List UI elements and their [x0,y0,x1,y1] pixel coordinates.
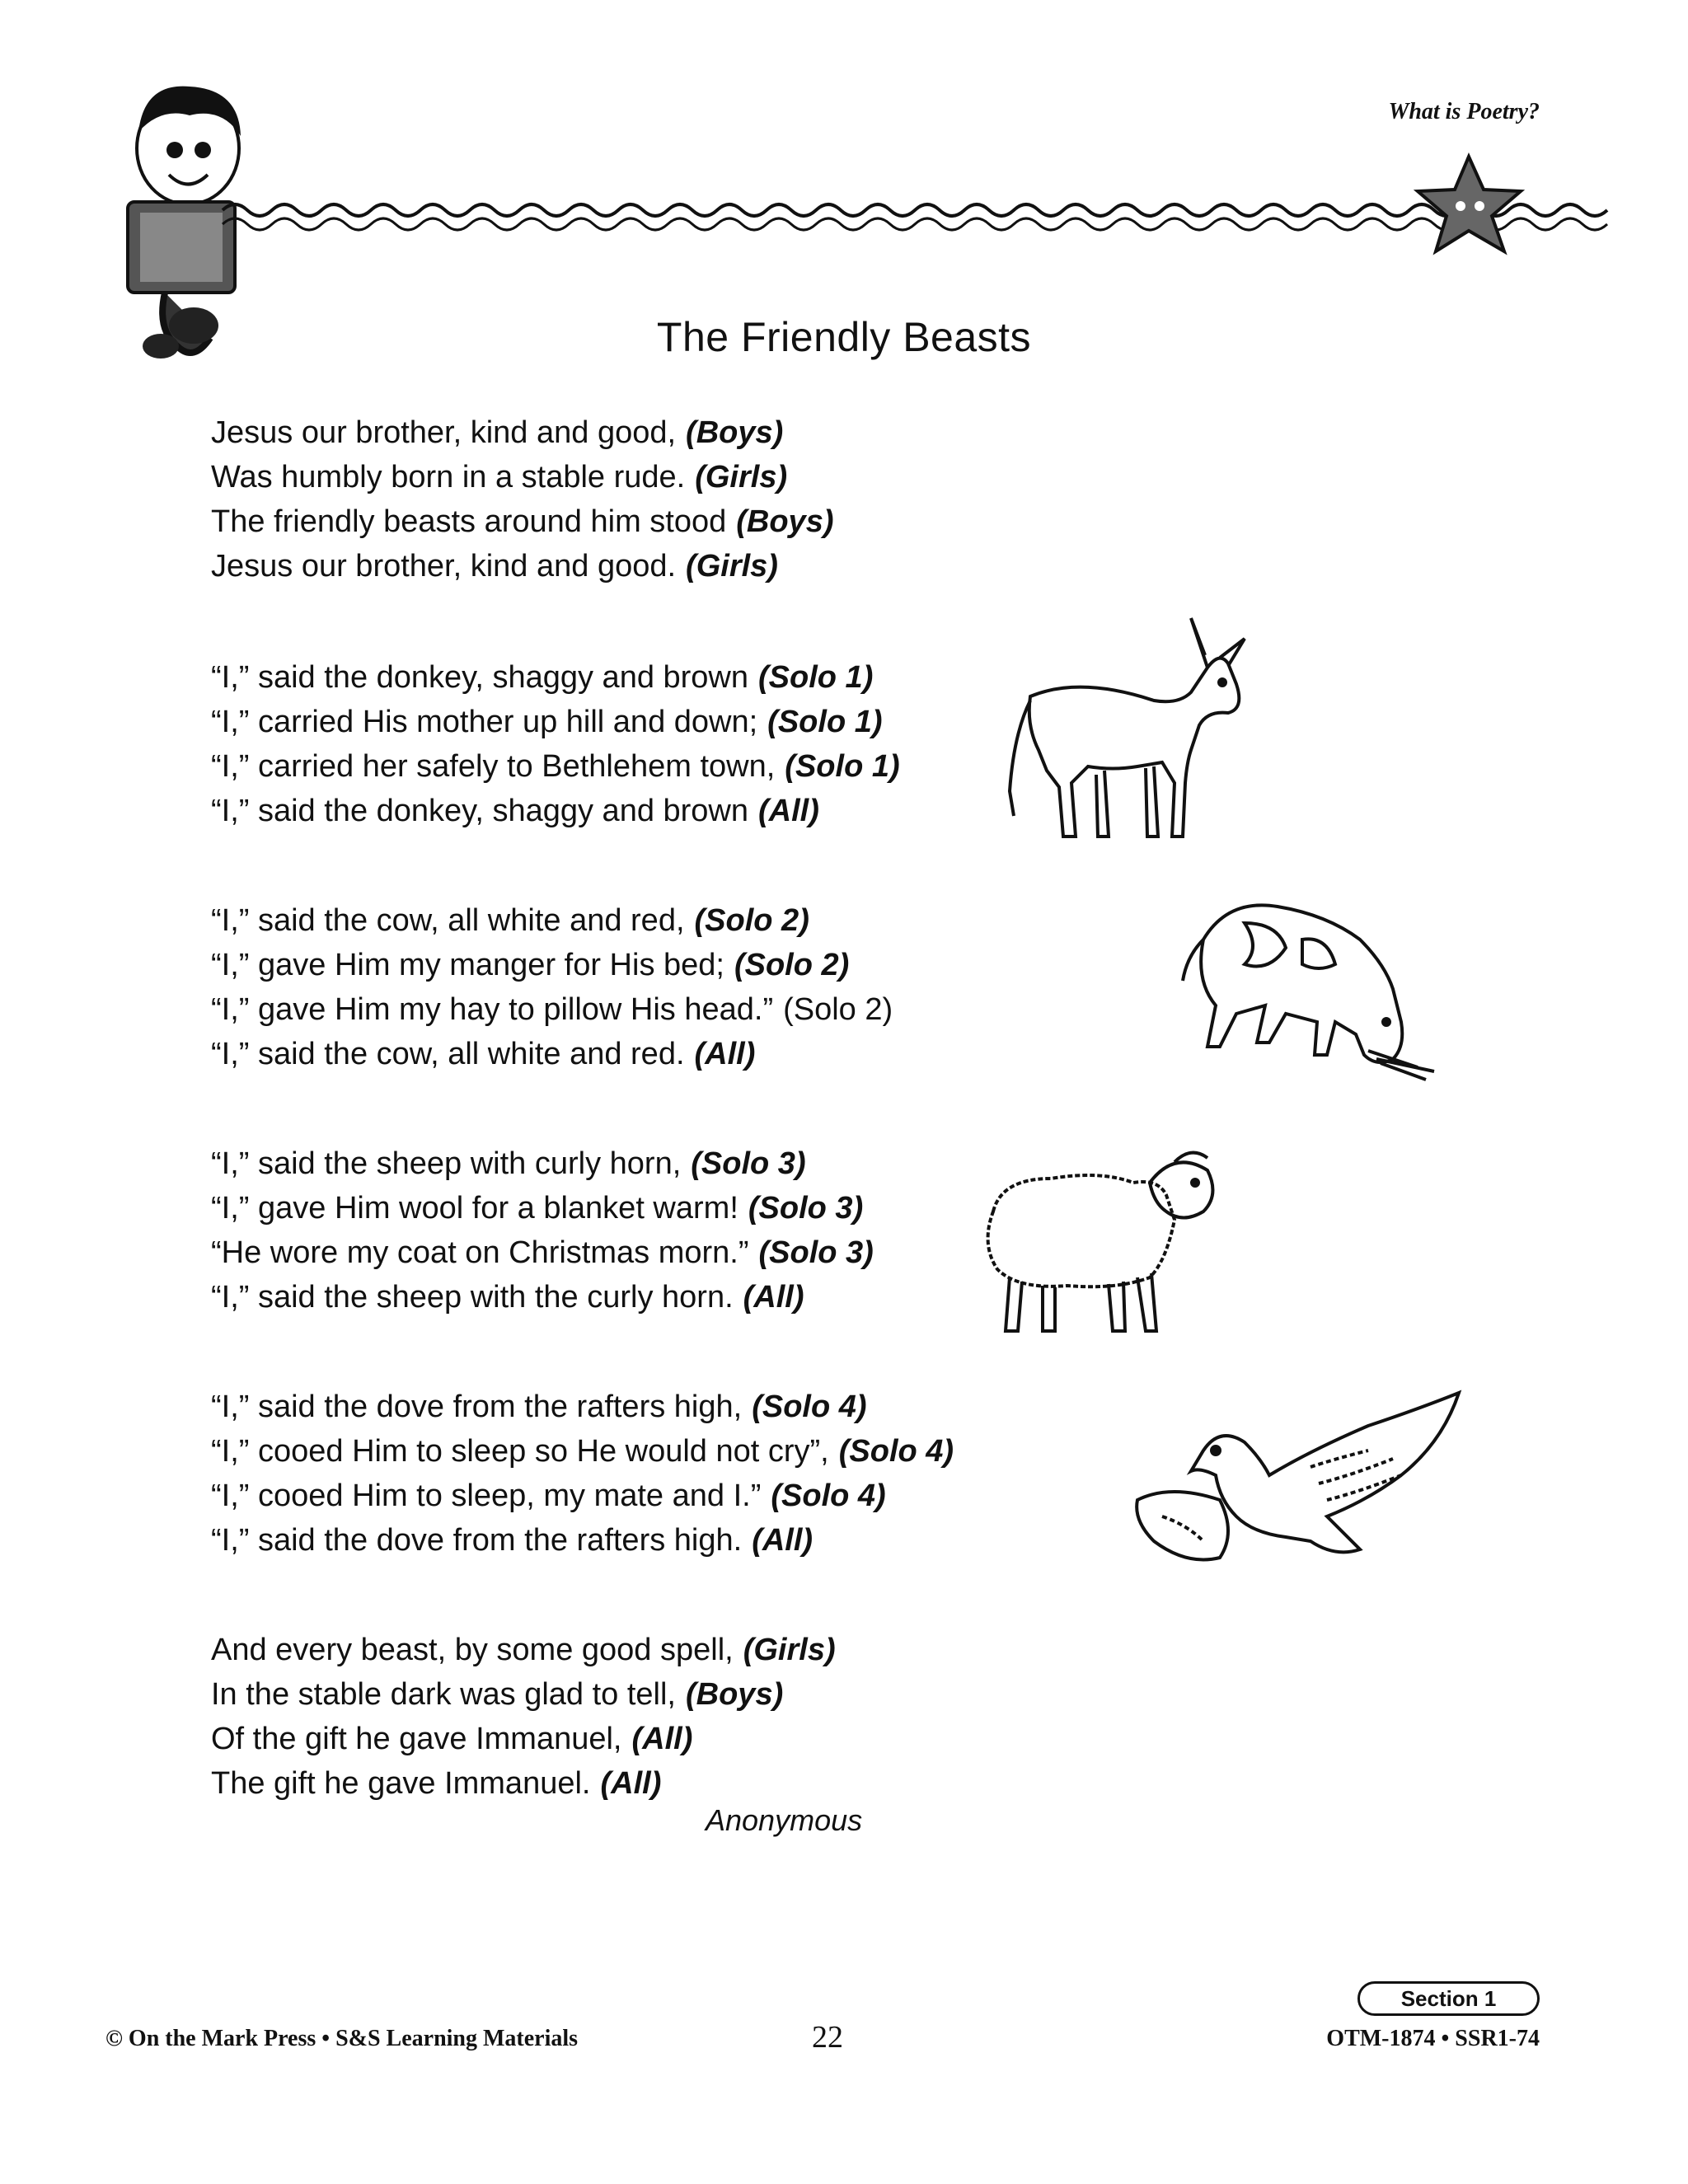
reader-cue: (All) [752,1523,814,1558]
reader-cue: (Solo 2) [694,903,809,938]
star-icon [1418,157,1521,251]
section-heading: What is Poetry? [1388,99,1540,124]
poem-line: Of the gift he gave Immanuel, (All) [211,1722,693,1756]
reader-cue: (Solo 2) [783,992,893,1027]
reader-cue: (All) [743,1280,804,1315]
poem-line: “I,” said the cow, all white and red. (All) [211,1037,756,1071]
stanza-6 [211,1628,836,1806]
poem-line: “I,” gave Him my manger for His bed; (Solo 2) [211,948,850,982]
poem-line: In the stable dark was glad to tell, (Boys) [211,1677,784,1712]
poem-line: “I,” gave Him my hay to pillow His head.” (Solo 2) [211,992,893,1027]
reader-cue: (Solo 4) [771,1479,886,1513]
poem-line: “I,” gave Him wool for a blanket warm! (Solo 3) [211,1191,864,1226]
reader-cue: (Solo 3) [748,1191,864,1226]
reader-cue: (Solo 4) [838,1434,954,1469]
reader-cue: (Solo 2) [734,948,850,982]
page-number: 22 [812,2020,843,2055]
copyright-text: © On the Mark Press • S&S Learning Materials [106,2026,579,2051]
reader-cue: (Solo 3) [691,1146,806,1181]
poem-line: “I,” said the donkey, shaggy and brown (All) [211,794,819,828]
reader-cue: (Solo 1) [758,660,874,695]
stanza-1 [211,410,833,588]
poem-line: “He wore my coat on Christmas morn.” (Solo 3) [211,1235,874,1270]
product-code: OTM-1874 • SSR1-74 [1326,2026,1540,2051]
poem-line: “I,” said the dove from the rafters high. (All) [211,1523,814,1558]
reader-cue: (Solo 1) [785,749,900,784]
cow-icon [1170,890,1442,1096]
reader-cue: (All) [600,1766,662,1801]
stanza-4 [211,1141,874,1319]
reader-cue: (All) [694,1037,756,1071]
wavy-divider-line [223,204,1607,216]
poem-line: “I,” cooed Him to sleep, my mate and I.” (Solo 4) [211,1479,886,1513]
donkey-icon [989,618,1261,849]
poem-line: “I,” carried her safely to Bethlehem town, (Solo 1) [211,749,900,784]
poem-line: The gift he gave Immanuel. (All) [211,1766,662,1801]
poem-line: Was humbly born in a stable rude. (Girls) [211,460,788,494]
poem-author: Anonymous [706,1803,863,1837]
reader-cue: (Boys) [686,1677,784,1712]
section-badge: Section 1 [1357,1981,1540,2016]
poem-line: “I,” cooed Him to sleep so He would not cry”, (Solo 4) [211,1434,954,1469]
poem-line: “I,” said the dove from the rafters high, (Solo 4) [211,1390,867,1424]
reader-cue: (Solo 1) [767,705,883,739]
reader-cue: (Solo 3) [758,1235,874,1270]
poem-line: And every beast, by some good spell, (Girls) [211,1633,836,1667]
reader-cue: (Girls) [743,1633,836,1667]
poem-title: The Friendly Beasts [656,314,1032,360]
reader-cue: (Boys) [686,415,784,450]
reader-cue: (All) [758,794,819,828]
reader-cue: (Solo 4) [752,1390,867,1424]
reader-cue: (Boys) [736,504,834,539]
dove-icon [1121,1393,1467,1607]
poem-line: “I,” said the sheep with curly horn, (Solo 3) [211,1146,806,1181]
stanza-3 [211,898,893,1076]
stanza-2 [211,655,900,833]
stanza-5 [211,1385,954,1563]
poem-line: “I,” said the cow, all white and red, (Solo 2) [211,903,809,938]
poem-line: Jesus our brother, kind and good, (Boys) [211,415,784,450]
poem-line: “I,” carried His mother up hill and down; (Solo 1) [211,705,883,739]
poem-line: Jesus our brother, kind and good. (Girls) [211,549,778,583]
sheep-icon [968,1146,1232,1352]
poem-line: The friendly beasts around him stood (Boys) [211,504,834,539]
poem-line: “I,” said the sheep with the curly horn. (All) [211,1280,804,1315]
reader-cue: (Girls) [686,549,778,583]
reader-cue: (All) [631,1722,693,1756]
reader-cue: (Girls) [695,460,788,494]
poem-line: “I,” said the donkey, shaggy and brown (Solo 1) [211,660,874,695]
